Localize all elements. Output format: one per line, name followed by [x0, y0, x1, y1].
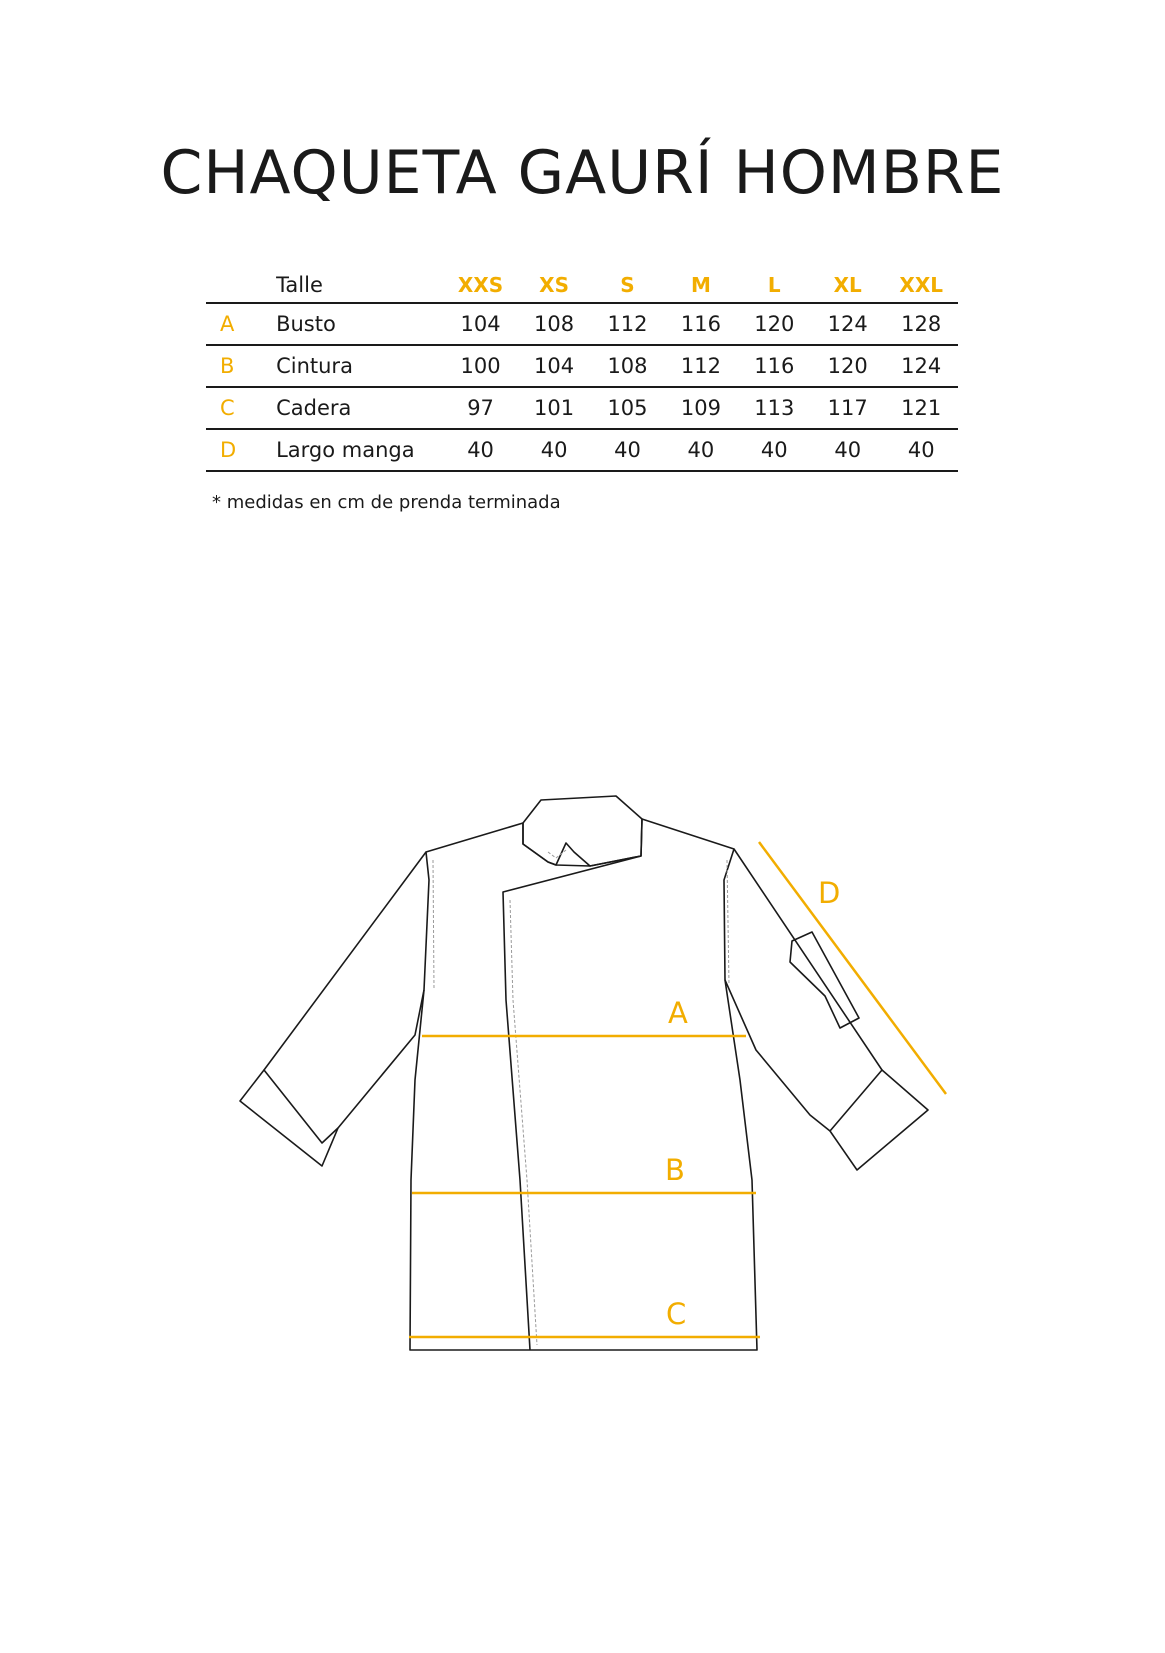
row-code: C [206, 387, 276, 429]
measure-label-d: D [818, 876, 841, 910]
measure-line-d [759, 842, 946, 1094]
table-cell: 112 [591, 303, 664, 345]
measure-label-c: C [666, 1297, 687, 1331]
row-code: B [206, 345, 276, 387]
row-name: Cintura [276, 345, 444, 387]
table-cell: 117 [811, 387, 884, 429]
size-xxs: XXS [457, 273, 504, 297]
size-s: S [620, 273, 635, 297]
table-cell: 120 [811, 345, 884, 387]
table-cell: 124 [811, 303, 884, 345]
table-cell: 124 [884, 345, 958, 387]
table-cell: 40 [738, 429, 811, 471]
row-name: Largo manga [276, 429, 444, 471]
row-name: Busto [276, 303, 444, 345]
table-cell: 105 [591, 387, 664, 429]
sleeve-pocket [790, 932, 859, 1028]
measure-label-a: A [668, 996, 688, 1030]
size-xl: XL [833, 273, 862, 297]
jacket-body [410, 819, 757, 1350]
size-m: M [690, 273, 711, 297]
row-code: A [206, 303, 276, 345]
size-xs: XS [539, 273, 569, 297]
table-cell: 108 [591, 345, 664, 387]
table-cell: 116 [664, 303, 737, 345]
jacket-collar [523, 796, 642, 866]
jacket-placket [503, 856, 641, 1350]
table-cell: 40 [664, 429, 737, 471]
table-cell: 97 [444, 387, 518, 429]
left-sleeve [264, 852, 426, 1143]
table-cell: 108 [517, 303, 590, 345]
table-cell: 120 [738, 303, 811, 345]
table-cell: 104 [444, 303, 518, 345]
table-cell: 109 [664, 387, 737, 429]
table-cell: 40 [591, 429, 664, 471]
table-cell: 113 [738, 387, 811, 429]
table-cell: 100 [444, 345, 518, 387]
right-sleeve [725, 849, 882, 1131]
table-cell: 112 [664, 345, 737, 387]
table-cell: 40 [517, 429, 590, 471]
table-cell: 121 [884, 387, 958, 429]
row-code: D [206, 429, 276, 471]
table-cell: 40 [811, 429, 884, 471]
header-label: Talle [276, 273, 323, 297]
table-cell: 40 [884, 429, 958, 471]
table-cell: 40 [444, 429, 518, 471]
page-title: CHAQUETA GAURÍ HOMBRE [160, 138, 1005, 208]
table-cell: 104 [517, 345, 590, 387]
right-cuff [830, 1070, 928, 1170]
size-xxl: XXL [899, 273, 943, 297]
size-l: L [767, 273, 781, 297]
table-cell: 116 [738, 345, 811, 387]
measure-label-b: B [665, 1153, 685, 1187]
jacket-stitching [433, 850, 729, 1345]
left-cuff [240, 1070, 338, 1166]
measurement-note: * medidas en cm de prenda terminada [212, 492, 561, 513]
table-cell: 128 [884, 303, 958, 345]
table-cell: 101 [517, 387, 590, 429]
row-name: Cadera [276, 387, 444, 429]
